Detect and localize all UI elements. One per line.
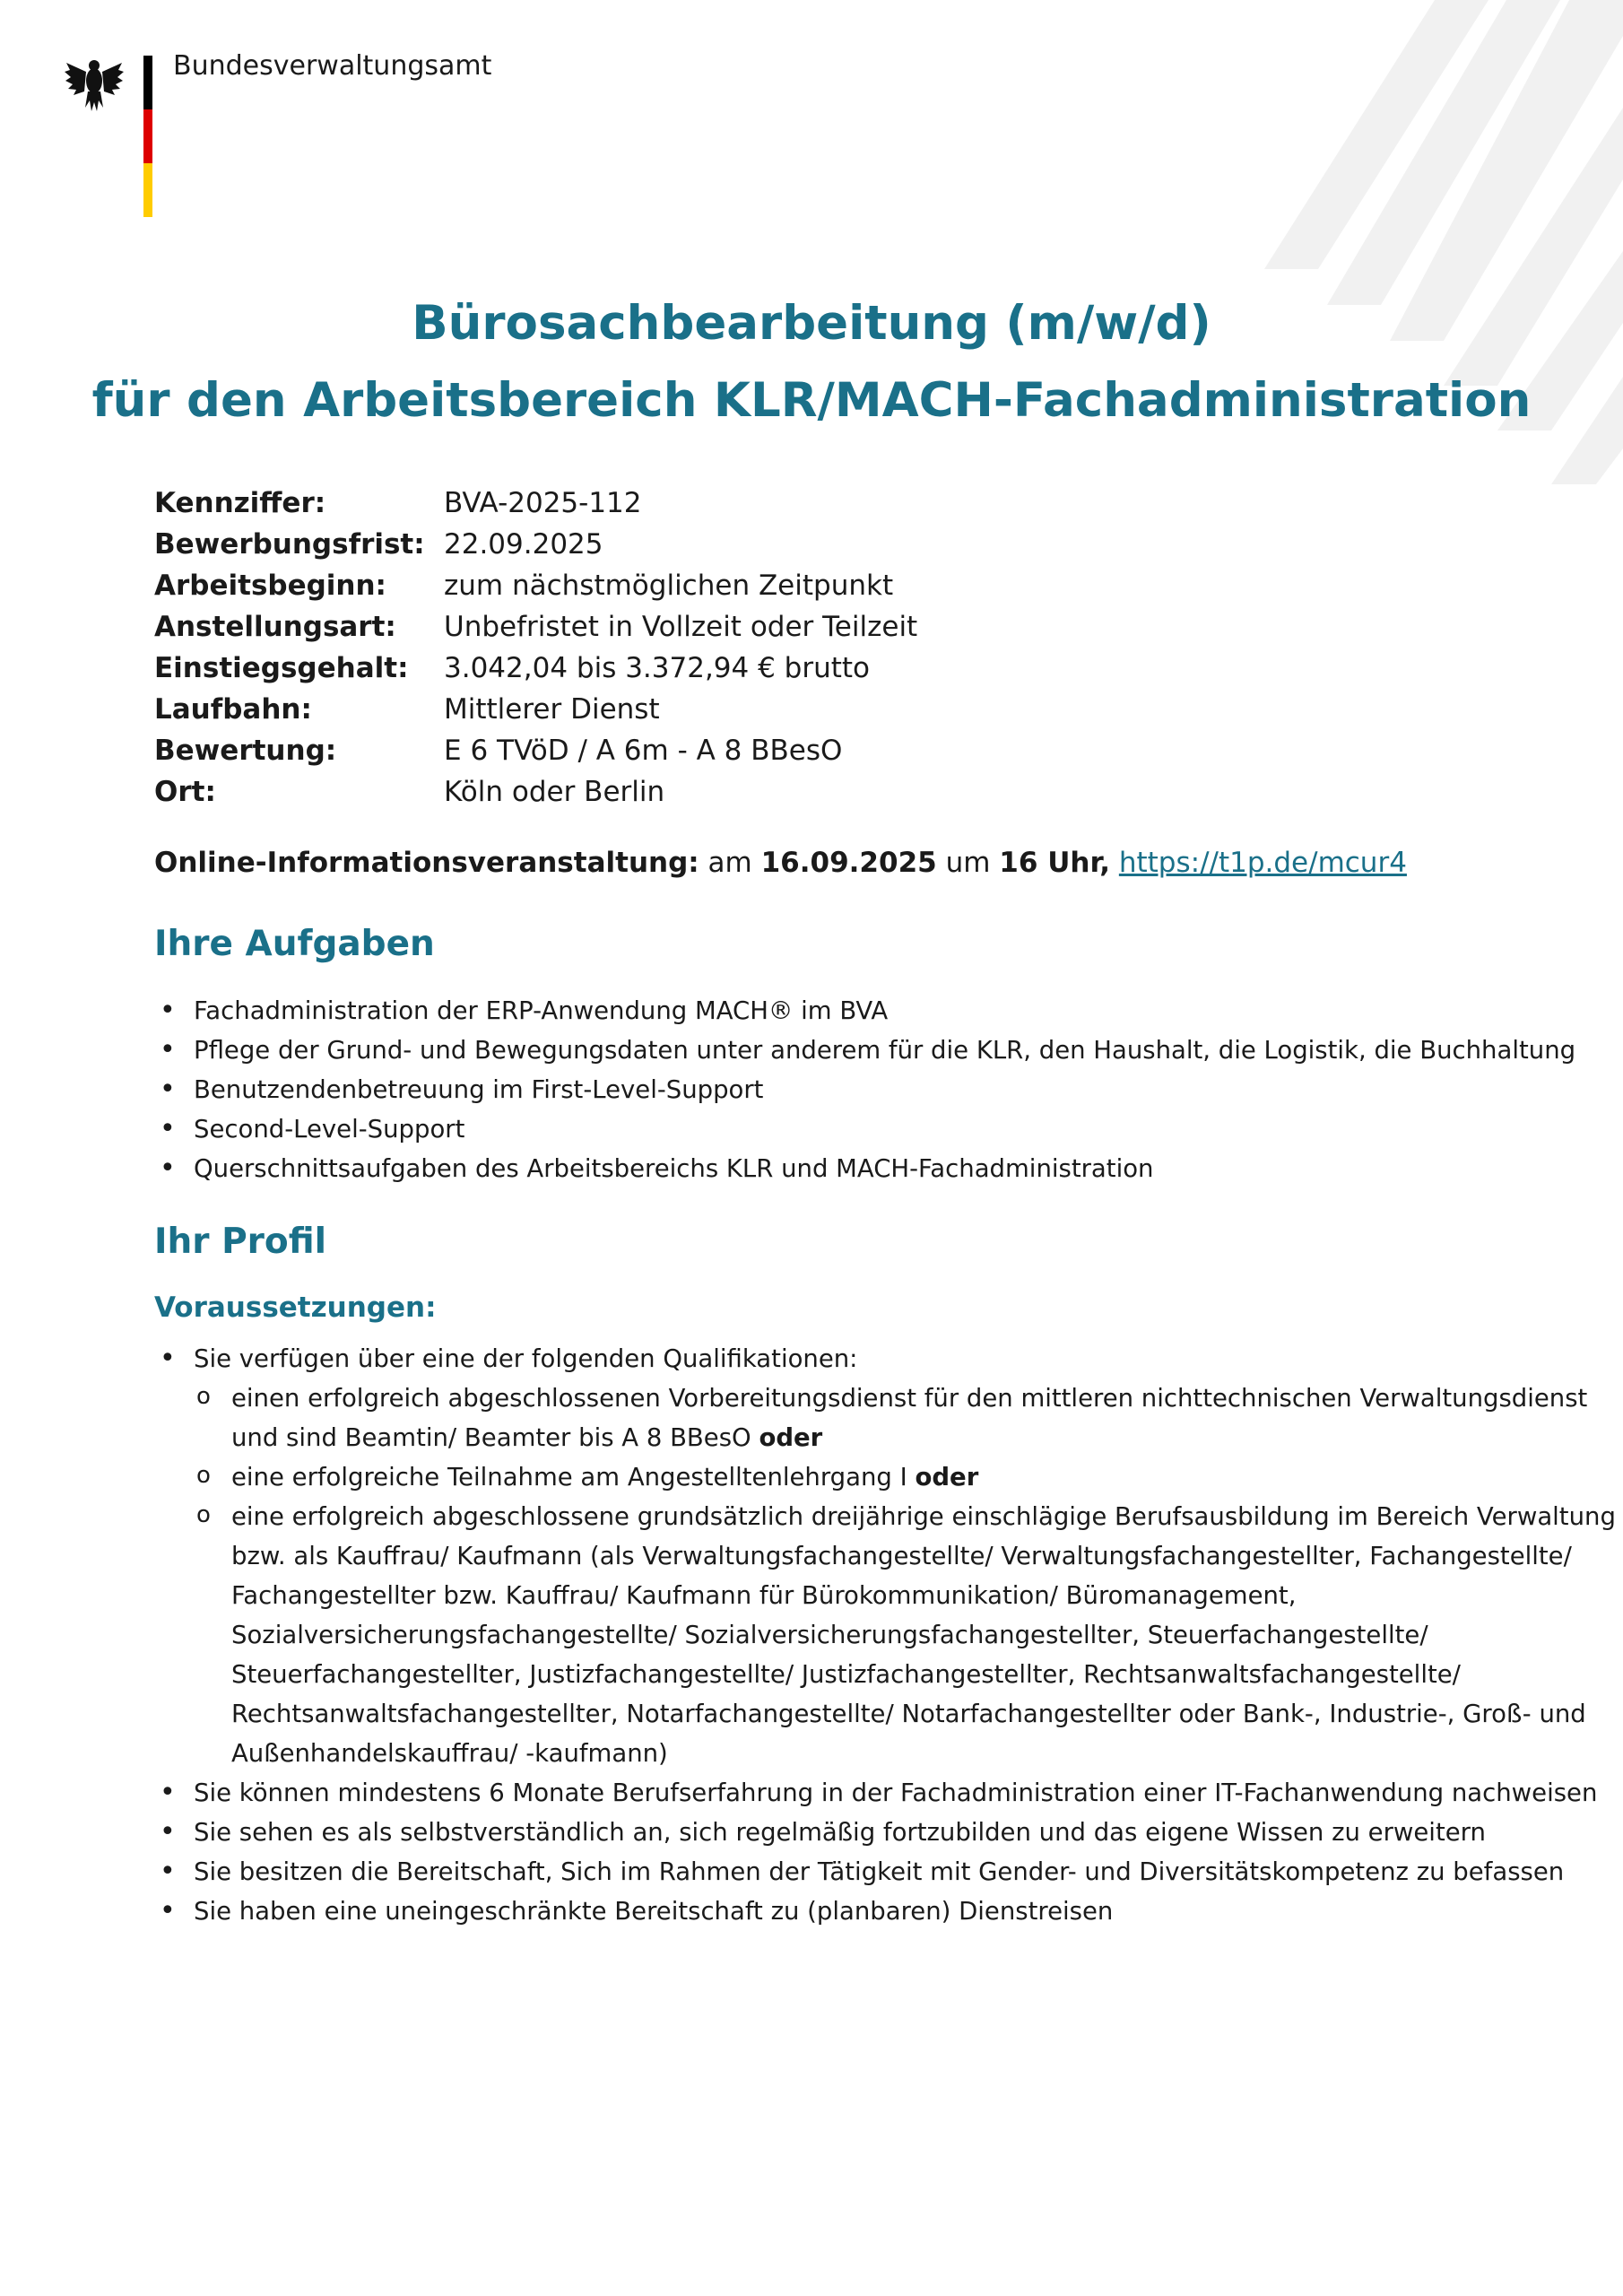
fact-row (154, 771, 917, 813)
sub-item-line: Fachangestellter bzw. Kauffrau/ Kaufmann für Bürokommunikation/ Büromanagement, (231, 1581, 1297, 1610)
fact-value: BVA-2025-112 (444, 487, 642, 519)
sub-list-item (194, 1378, 1616, 1457)
info-event-line (154, 847, 1407, 879)
list-item: • Sie haben eine uneingeschränkte Bereitschaft zu (planbaren) Dienstreisen (154, 1892, 1616, 1931)
fact-row (154, 524, 917, 565)
list-item: • Benutzendenbetreuung im First-Level-Support (154, 1070, 1575, 1109)
fact-label: Ort: (154, 776, 216, 808)
job-title-line-1: Bürosachbearbeitung (m/w/d) (412, 296, 1211, 351)
sub-item-line: Außenhandelskauffrau/ -kaufmann) (231, 1739, 668, 1768)
profil-list (154, 1339, 1616, 1931)
info-event-am: am (707, 847, 752, 879)
sub-item-line: bzw. als Kauffrau/ Kaufmann (als Verwaltungsfachangestellte/ Verwaltungsfachangestellter, Fachangestellte/ (231, 1542, 1572, 1570)
sub-item-line: Rechtsanwaltsfachangestellter, Notarfachangestellte/ Notarfachangestellter oder Bank-, Industrie-, Groß- und (231, 1700, 1586, 1728)
list-item: • Sie können mindestens 6 Monate Berufserfahrung in der Fachadministration einer IT-Fachanwendung nachweisen (154, 1773, 1616, 1813)
fact-value: 22.09.2025 (444, 528, 603, 561)
list-item: • Second-Level-Support (154, 1109, 1575, 1149)
fact-label: Bewerbungsfrist: (154, 528, 425, 561)
fact-value: Köln oder Berlin (444, 776, 665, 808)
fact-value: Unbefristet in Vollzeit oder Teilzeit (444, 611, 918, 643)
sub-list-item (194, 1457, 1616, 1497)
fact-row (154, 565, 917, 606)
job-facts (154, 483, 917, 813)
federal-eagle-icon (63, 54, 126, 117)
sub-list-item (194, 1497, 1616, 1773)
sub-item-line: Steuerfachangestellter, Justizfachangestellte/ Justizfachangestellter, Rechtsanwaltsfachangestellte/ (231, 1660, 1461, 1689)
sub-item-line: o einen erfolgreich abgeschlossenen Vorbereitungsdienst für den mittleren nichttechnischen Verwaltungsdienst (231, 1384, 1588, 1413)
fact-row (154, 483, 917, 524)
sub-item-line: o eine erfolgreich abgeschlossene grundsätzlich dreijährige einschlägige Berufsausbildung im Bereich Verwaltung (231, 1502, 1616, 1531)
fact-row (154, 648, 917, 689)
fact-label: Arbeitsbeginn: (154, 570, 386, 602)
qualifications-sublist (194, 1378, 1616, 1773)
fact-value: Mittlerer Dienst (444, 693, 660, 726)
german-flag-bar (143, 56, 152, 217)
qualifications-intro: Sie verfügen über eine der folgenden Qualifikationen: (194, 1344, 858, 1373)
info-event-time: 16 Uhr, (999, 847, 1110, 879)
sub-item-line: Sozialversicherungsfachangestellte/ Sozialversicherungsfachangestellter, Steuerfachangestellte/ (231, 1621, 1428, 1649)
fact-row (154, 689, 917, 730)
sub-item-line-wrap (231, 1457, 1616, 1497)
info-event-link[interactable]: https://t1p.de/mcur4 (1118, 847, 1407, 879)
fact-row (154, 730, 917, 771)
federal-eagle-watermark-icon (1211, 0, 1623, 556)
sub-item-line: und sind Beamtin/ Beamter bis A 8 BBesO (231, 1423, 751, 1452)
list-item (154, 1339, 1616, 1773)
fact-label: Bewertung: (154, 735, 337, 767)
aufgaben-list (154, 991, 1575, 1188)
sub-item-line-wrap (231, 1418, 1616, 1457)
info-event-label: Online-Informationsveranstaltung: (154, 847, 699, 879)
section-heading-profil: Ihr Profil (154, 1222, 326, 1262)
fact-value: E 6 TVöD / A 6m - A 8 BBesO (444, 735, 843, 767)
job-title-line-2: für den Arbeitsbereich KLR/MACH-Fachadministration (91, 373, 1532, 428)
list-item: • Sie besitzen die Bereitschaft, Sich im Rahmen der Tätigkeit mit Gender- und Diversitätskompetenz zu befassen (154, 1852, 1616, 1892)
section-heading-aufgaben: Ihre Aufgaben (154, 924, 435, 964)
job-title (0, 285, 1623, 439)
fact-label: Anstellungsart: (154, 611, 396, 643)
fact-label: Einstiegsgehalt: (154, 652, 409, 684)
info-event-um: um (945, 847, 991, 879)
list-item: • Fachadministration der ERP-Anwendung MACH® im BVA (154, 991, 1575, 1031)
organization-name: Bundesverwaltungsamt (173, 50, 492, 82)
sub-item-keyword: oder (915, 1463, 979, 1492)
fact-value: zum nächstmöglichen Zeitpunkt (444, 570, 894, 602)
subheading-voraussetzungen: Voraussetzungen: (154, 1292, 437, 1324)
sub-item-line: eine erfolgreiche Teilnahme am Angestelltenlehrgang I (231, 1463, 907, 1492)
list-item: • Querschnittsaufgaben des Arbeitsbereichs KLR und MACH-Fachadministration (154, 1149, 1575, 1188)
sub-item-keyword: oder (759, 1423, 823, 1452)
fact-row (154, 606, 917, 648)
fact-label: Kennziffer: (154, 487, 326, 519)
list-item: • Pflege der Grund- und Bewegungsdaten unter anderem für die KLR, den Haushalt, die Logistik, die Buchhaltung (154, 1031, 1575, 1070)
fact-label: Laufbahn: (154, 693, 312, 726)
info-event-date: 16.09.2025 (760, 847, 937, 879)
list-item: • Sie sehen es als selbstverständlich an, sich regelmäßig fortzubilden und das eigene Wissen zu erweitern (154, 1813, 1616, 1852)
fact-value: 3.042,04 bis 3.372,94 € brutto (444, 652, 871, 684)
